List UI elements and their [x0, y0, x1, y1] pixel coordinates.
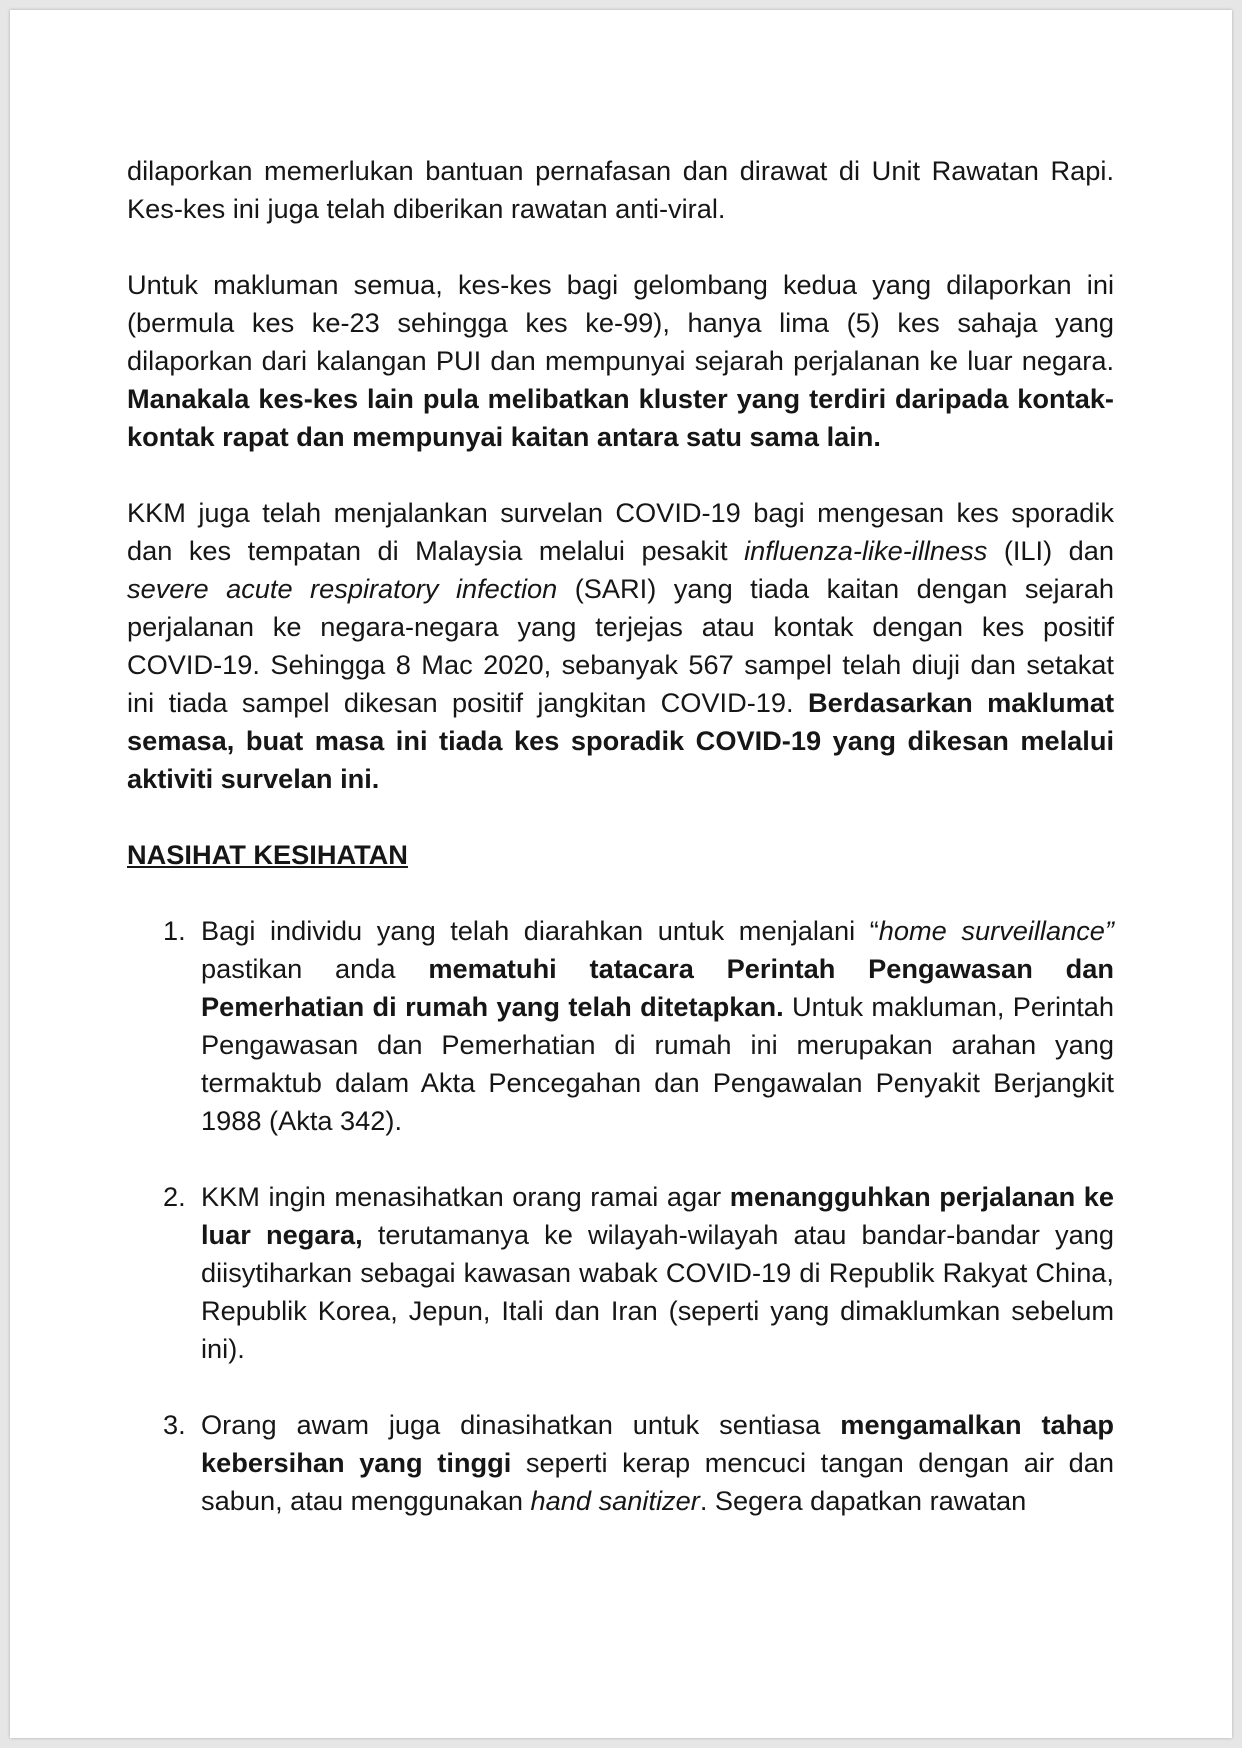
- item-italic-text: hand sanitizer: [530, 1485, 700, 1516]
- paragraph-bold-text: Berdasarkan maklumat semasa, buat masa ini tiada kes sporadik COVID-19 yang dikesan melalui aktiviti survelan ini.: [127, 687, 1115, 794]
- item-text: terutamanya ke wilayah-wilayah atau bandar-bandar yang diisytiharkan sebagai kawasan wabak COVID-19 di Republik Rakyat China, Republik Korea, Jepun, Itali dan Iran (seperti yang dimaklumkan sebelum ini).: [201, 1219, 1115, 1364]
- item-text: Bagi individu yang telah diarahkan untuk menjalani “: [201, 915, 879, 946]
- paragraph-second-wave: [127, 266, 1114, 456]
- document-page: [10, 10, 1232, 1738]
- paragraph-icu-cases: [127, 152, 1114, 228]
- list-item-text: [201, 1406, 1114, 1520]
- list-item-number: 3.: [163, 1409, 186, 1440]
- paragraph-text: dilaporkan memerlukan bantuan pernafasan dan dirawat di Unit Rawatan Rapi. Kes-kes ini juga telah diberikan rawatan anti-viral.: [127, 155, 1114, 224]
- list-item: [127, 1178, 1114, 1368]
- list-item: [127, 912, 1114, 1140]
- item-italic-text: home surveillance”: [878, 915, 1114, 946]
- item-text: Untuk makluman, Perintah Pengawasan dan Pemerhatian di rumah ini merupakan arahan yang termaktub dalam Akta Pencegahan dan Pengawalan Penyakit Berjangkit 1988 (Akta 342).: [201, 991, 1114, 1136]
- item-text: KKM ingin menasihatkan orang ramai agar: [201, 1181, 730, 1212]
- item-bold-text: mengamalkan tahap kebersihan yang tinggi: [201, 1409, 1114, 1478]
- item-bold-text: menangguhkan perjalanan ke luar negara,: [201, 1181, 1114, 1250]
- section-heading: NASIHAT KESIHATAN: [127, 839, 408, 870]
- item-text: seperti kerap mencuci tangan dengan air dan sabun, atau menggunakan: [201, 1447, 1114, 1516]
- item-text: pastikan anda: [201, 953, 429, 984]
- paragraph-italic-text: severe acute respiratory infection: [127, 573, 558, 604]
- document-body: [127, 152, 1114, 1558]
- list-item-number: 1.: [163, 915, 186, 946]
- list-item: [127, 1406, 1114, 1520]
- list-item-number: 2.: [163, 1181, 186, 1212]
- paragraph-text: KKM juga telah menjalankan survelan COVID-19 bagi mengesan kes sporadik dan kes tempatan di Malaysia melalui pesakit: [127, 497, 1114, 566]
- paragraph-surveillance: [127, 494, 1114, 798]
- item-text: Orang awam juga dinasihatkan untuk sentiasa: [201, 1409, 841, 1440]
- paragraph-text: (SARI) yang tiada kaitan dengan sejarah perjalanan ke negara-negara yang terjejas atau kontak dengan kes positif COVID-19. Sehingga 8 Mac 2020, sebanyak 567 sampel telah diuji dan setakat ini tiada sampel dikesan positif jangkitan COVID-19.: [127, 573, 1114, 718]
- item-text: . Segera dapatkan rawatan: [699, 1485, 1027, 1516]
- paragraph-text: (ILI) dan: [987, 535, 1114, 566]
- paragraph-italic-text: influenza-like-illness: [744, 535, 988, 566]
- list-item-text: [201, 1178, 1114, 1368]
- item-bold-text: mematuhi tatacara Perintah Pengawasan dan Pemerhatian di rumah yang telah ditetapkan.: [201, 953, 1114, 1022]
- advice-list: [127, 912, 1114, 1520]
- paragraph-bold-text: Manakala kes-kes lain pula melibatkan kluster yang terdiri daripada kontak-kontak rapat dan mempunyai kaitan antara satu sama lain.: [127, 383, 1114, 452]
- list-item-text: [201, 912, 1114, 1140]
- paragraph-text: Untuk makluman semua, kes-kes bagi gelombang kedua yang dilaporkan ini (bermula kes ke-23 sehingga kes ke-99), hanya lima (5) kes sahaja yang dilaporkan dari kalangan PUI dan mempunyai sejarah perjalanan ke luar negara.: [127, 269, 1114, 376]
